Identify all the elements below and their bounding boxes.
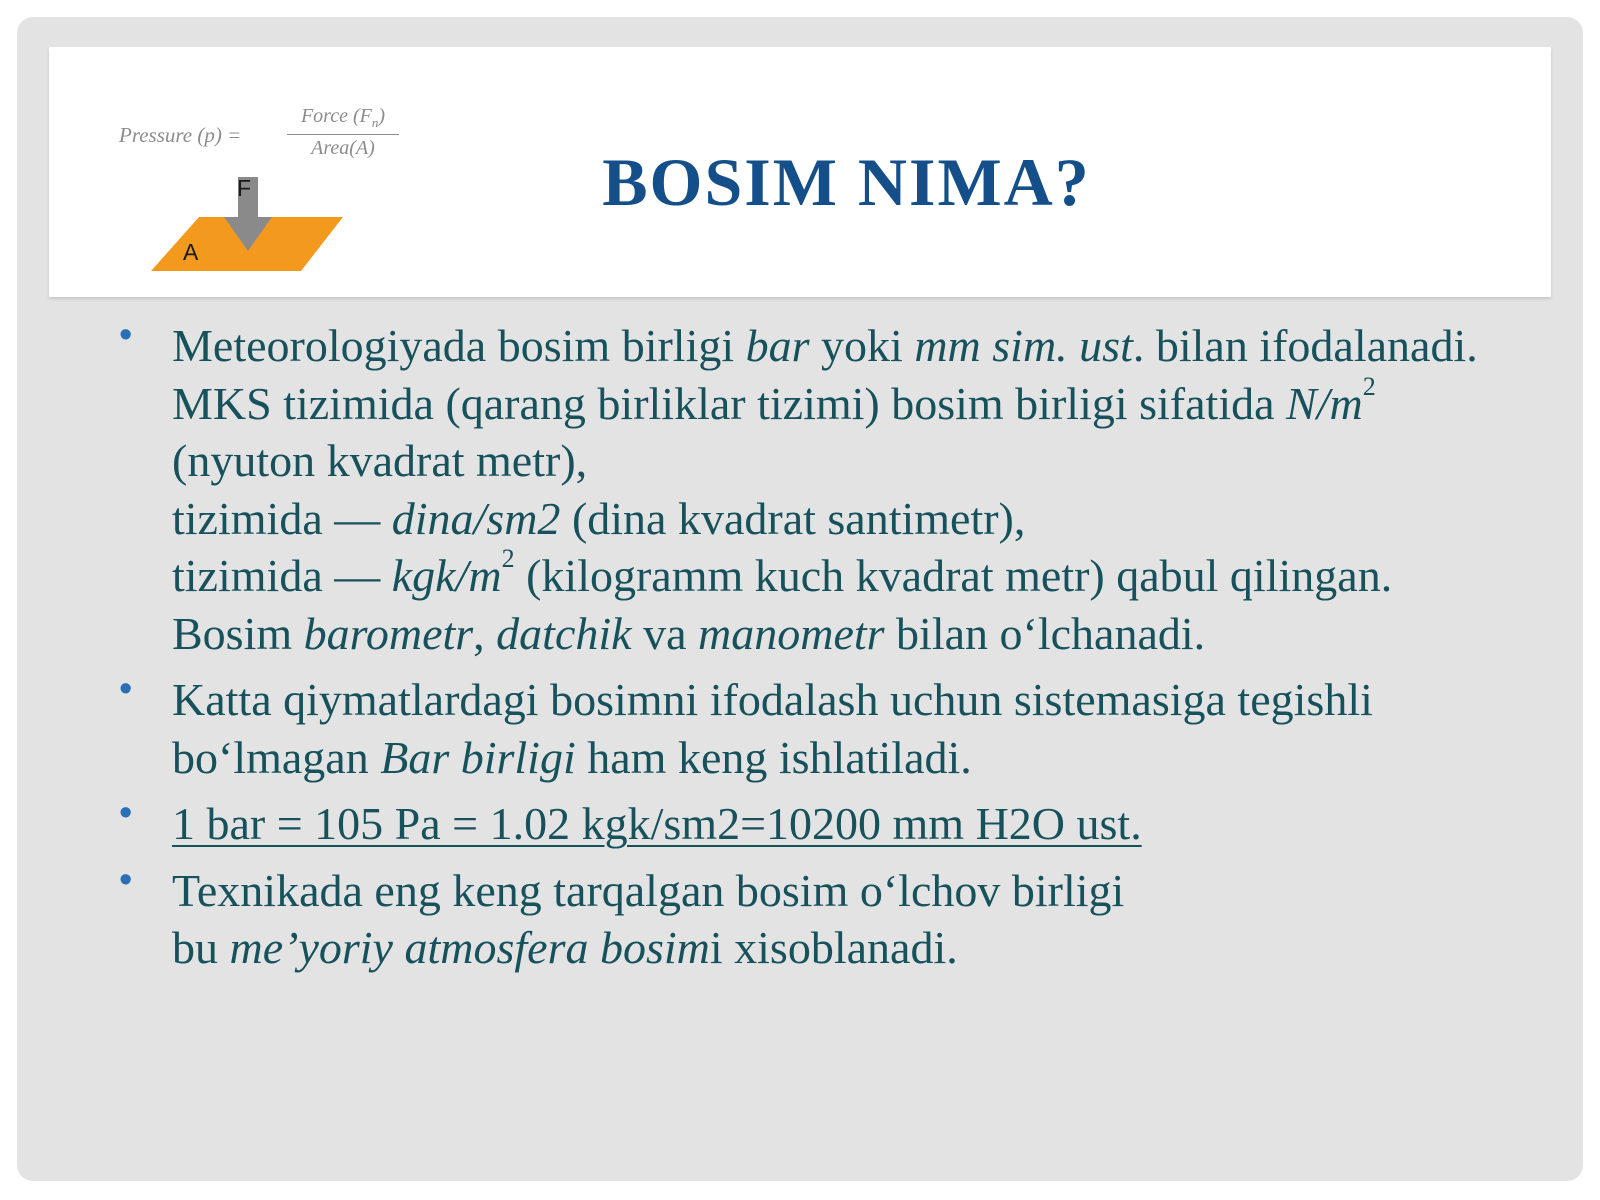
bullet-item bbox=[111, 858, 1491, 977]
bullet-dot: • bbox=[119, 668, 133, 710]
bullet-dot: • bbox=[119, 858, 133, 901]
formula-numerator-text: Force (F bbox=[300, 105, 372, 127]
text-run: bilan o‘lchanadi. bbox=[884, 607, 1206, 659]
superscript: 2 bbox=[501, 544, 515, 573]
text-run: Katta qiymatlardagi bosimni ifodalash uchun sistemasiga tegishli bo‘lmagan bbox=[172, 674, 1373, 783]
slide-title: BOSIM NIMA? bbox=[602, 144, 1091, 220]
superscript: 2 bbox=[1362, 371, 1376, 401]
italic-run: kgk/m bbox=[391, 550, 502, 601]
italic-run: Bar birligi bbox=[380, 731, 576, 783]
slide bbox=[17, 17, 1583, 1181]
formula-numerator bbox=[287, 105, 399, 131]
bullet-line bbox=[172, 490, 1491, 548]
bullet-item bbox=[111, 314, 1491, 662]
italic-run: me’yoriy atmosfera bosim bbox=[229, 922, 710, 973]
italic-run: mm sim. ust bbox=[914, 320, 1133, 371]
formula-denominator: Area(A) bbox=[311, 137, 375, 159]
formula-numerator-close: ) bbox=[378, 105, 386, 127]
text-run: va bbox=[631, 607, 698, 659]
area-label: A bbox=[183, 239, 199, 265]
force-label: F bbox=[237, 175, 252, 201]
bullet-dot: • bbox=[119, 792, 133, 834]
bullet-item-link[interactable] bbox=[111, 792, 1491, 853]
text-run: , bbox=[473, 607, 497, 659]
italic-run: barometr bbox=[303, 607, 474, 659]
text-run: tizimida — bbox=[172, 492, 392, 544]
italic-run: N/m bbox=[1286, 377, 1363, 429]
text-run: ham keng ishlatiladi. bbox=[575, 731, 972, 783]
formula-lhs: Pressure (p) = bbox=[119, 123, 242, 147]
text-run: . bilan ifodalanadi. MKS tizimida (qarang birliklar tizimi) bosim birligi sifatida bbox=[172, 320, 1478, 429]
text-run: tizimida — bbox=[172, 550, 392, 601]
bullet-item bbox=[111, 668, 1491, 786]
bullet-line bbox=[172, 919, 1491, 977]
text-run: yoki bbox=[809, 320, 915, 371]
italic-run: dina/sm2 bbox=[391, 492, 561, 544]
text-run: (nyuton kvadrat metr), bbox=[172, 435, 588, 486]
bullet-line bbox=[172, 862, 1491, 920]
bullet-line bbox=[172, 671, 1491, 786]
title-panel bbox=[49, 47, 1551, 297]
formula-numerator-sub: n bbox=[371, 115, 379, 130]
text-run: bu bbox=[172, 922, 230, 973]
text-run: i xisoblanadi. bbox=[709, 922, 958, 973]
bullet-line[interactable] bbox=[172, 795, 1491, 853]
bullet-line bbox=[172, 544, 1491, 662]
text-run: (kilogramm kuch kvadrat metr) qabul qilingan. Bosim bbox=[172, 550, 1393, 659]
formula-fraction-bar bbox=[287, 134, 399, 135]
italic-run: bar bbox=[745, 320, 810, 371]
bullet-dot: • bbox=[119, 314, 133, 356]
italic-run: manometr bbox=[698, 607, 885, 659]
bullet-line bbox=[172, 317, 1491, 490]
text-run: (dina kvadrat santimetr), bbox=[560, 492, 1026, 544]
italic-run: datchik bbox=[496, 607, 632, 659]
slide-content bbox=[111, 314, 1491, 977]
force-area-diagram bbox=[151, 175, 351, 285]
text-run: Texnikada eng keng tarqalgan bosim o‘lchov birligi bbox=[172, 864, 1125, 916]
text-run: Meteorologiyada bosim birligi bbox=[172, 320, 746, 371]
underlined-formula-link[interactable]: 1 bar = 105 Pa = 1.02 kgk/sm2=10200 mm H2O ust. bbox=[172, 798, 1142, 849]
